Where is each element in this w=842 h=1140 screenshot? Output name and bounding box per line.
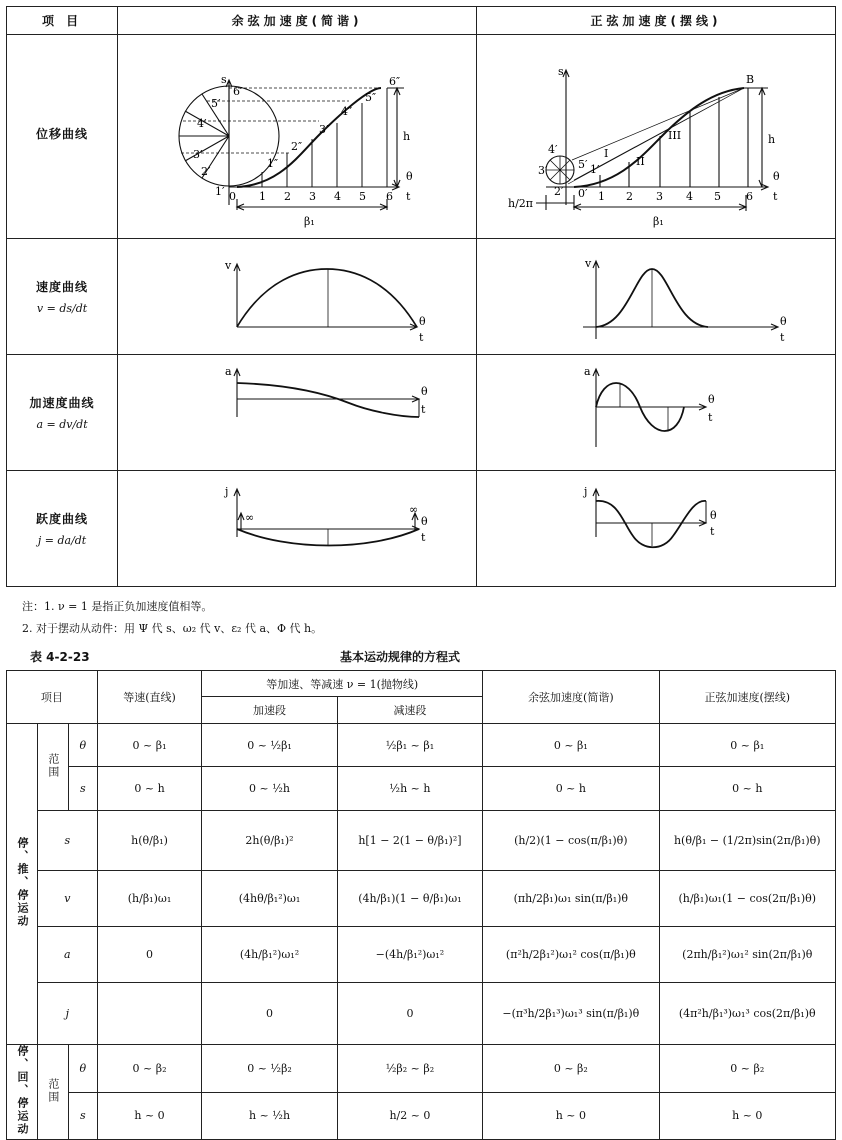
var-label: j <box>37 983 97 1045</box>
infinity-right: ∞ <box>409 503 419 516</box>
tick-5: 5 <box>359 190 367 203</box>
cell: (h/β₁)ω₁ <box>97 871 202 927</box>
group-rise: 停、推、停运动 <box>7 724 38 1045</box>
cell: 0 ~ β₁ <box>659 724 835 767</box>
tick-3: 3 <box>309 190 317 203</box>
axis-label-j: j <box>225 485 229 498</box>
cell: (4hθ/β₁²)ω₁ <box>202 871 337 927</box>
left-label-5: 5′ <box>211 97 221 110</box>
var-label: a <box>37 927 97 983</box>
tick-2: 2 <box>626 190 634 203</box>
left-label-0: 0′ <box>578 187 588 200</box>
cell: ½h ~ h <box>337 767 482 811</box>
cos-velocity-figure <box>118 239 477 355</box>
cos-jerk-figure <box>118 471 477 587</box>
sin-acceleration-figure <box>477 355 836 471</box>
cell: 2h(θ/β₁)² <box>202 811 337 871</box>
cell: h ~ 0 <box>97 1092 202 1140</box>
cell: 0 <box>202 983 337 1045</box>
cell: 0 <box>337 983 482 1045</box>
axis-label-t: t <box>708 411 713 424</box>
axis-label-s: s <box>221 73 227 86</box>
cos-displacement-figure <box>118 35 477 239</box>
roman-I: I <box>604 147 609 160</box>
tick-1: 1 <box>259 190 267 203</box>
axis-label-t: t <box>421 531 426 544</box>
tick-4: 4 <box>686 190 694 203</box>
cell: −(4h/β₁²)ω₁² <box>337 927 482 983</box>
axis-label-a: a <box>225 365 232 378</box>
sin-jerk-plot <box>478 471 834 583</box>
beta1-label: β₁ <box>304 215 315 228</box>
cell: (2πh/β₁²)ω₁² sin(2π/β₁)θ <box>659 927 835 983</box>
cell: 0 ~ β₁ <box>483 724 659 767</box>
curve-label-2: 2″ <box>291 140 303 153</box>
cell: 0 ~ h <box>483 767 659 811</box>
left-label-5: 5′ <box>578 158 588 171</box>
curve-label-5: 5″ <box>365 91 377 104</box>
cell: h ~ ½h <box>202 1092 337 1140</box>
infinity-left: ∞ <box>245 511 255 524</box>
cell: 0 ~ h <box>659 767 835 811</box>
row-label-displacement: 位移曲线 <box>7 35 118 239</box>
cell: (h/2)(1 − cos(π/β₁)θ) <box>483 811 659 871</box>
axis-label-t: t <box>406 190 411 203</box>
h-cos: 余弦加速度(简谐) <box>483 671 659 724</box>
axis-label-a: a <box>584 365 591 378</box>
note-2: 2. 对于摆动从动件：用 Ψ 代 s、ω₂ 代 v、ε₂ 代 a、Φ 代 h。 <box>22 622 323 635</box>
h-parabolic: 等加速、等减速 ν = 1(抛物线) <box>202 671 483 697</box>
cell: 0 ~ β₂ <box>97 1045 202 1093</box>
point-B: B <box>746 73 755 86</box>
axis-label-v: v <box>585 257 592 270</box>
curve-label-4: 4″ <box>341 105 353 118</box>
cell: 0 ~ h <box>97 767 202 811</box>
axis-label-j: j <box>584 485 588 498</box>
tick-4: 4 <box>334 190 342 203</box>
h-sin: 正弦加速度(摆线) <box>659 671 835 724</box>
cell: ½β₁ ~ β₁ <box>337 724 482 767</box>
row-v <box>7 871 836 927</box>
axis-label-theta: θ <box>710 509 717 522</box>
row-s-range-1 <box>7 767 836 811</box>
notes <box>22 596 322 640</box>
left-label-4: 4′ <box>197 117 207 130</box>
left-label-2: 2′ <box>554 185 564 198</box>
left-label-1: 1′ <box>215 185 225 198</box>
cell <box>97 983 202 1045</box>
var-label: v <box>37 871 97 927</box>
axis-label-t: t <box>710 525 715 538</box>
h-item: 项目 <box>7 671 98 724</box>
sin-jerk-figure <box>477 471 836 587</box>
group-return: 停、回、停运动 <box>7 1045 38 1140</box>
h-over-2pi-label: h/2π <box>508 197 534 210</box>
row-theta-1 <box>7 724 836 767</box>
left-label-6: 6′ <box>233 85 243 98</box>
tick-6: 6 <box>746 190 754 203</box>
note-1: 注：1. ν = 1 是指正负加速度值相等。 <box>22 600 213 613</box>
h-decel: 减速段 <box>337 697 482 724</box>
left-label-4: 4′ <box>548 143 558 156</box>
cell: h(θ/β₁) <box>97 811 202 871</box>
sin-displacement-figure <box>477 35 836 239</box>
equations-table <box>6 670 836 1140</box>
cos-acceleration-figure <box>118 355 477 471</box>
cell: 0 ~ β₁ <box>97 724 202 767</box>
h-label: h <box>403 130 411 143</box>
table-title: 基本运动规律的方程式 <box>340 650 461 664</box>
cell: (4h/β₁)(1 − θ/β₁)ω₁ <box>337 871 482 927</box>
h-uniform: 等速(直线) <box>97 671 202 724</box>
left-label-3: 3′ <box>193 148 203 161</box>
table-number: 表 4-2-23 <box>30 650 90 664</box>
cell: 0 ~ β₂ <box>659 1045 835 1093</box>
row-a <box>7 927 836 983</box>
cell: 0 <box>97 927 202 983</box>
header-item: 项 目 <box>7 7 118 35</box>
axis-label-theta: θ <box>421 515 428 528</box>
h-accel: 加速段 <box>202 697 337 724</box>
range-label-2: 范围 <box>37 1045 68 1140</box>
var-label: s <box>37 811 97 871</box>
sin-velocity-plot <box>478 239 834 351</box>
var-label: s <box>68 1092 97 1140</box>
tick-1: 1 <box>598 190 606 203</box>
curve-label-6: 6″ <box>389 75 401 88</box>
axis-label-t: t <box>780 331 785 344</box>
cell: (h/β₁)ω₁(1 − cos(2π/β₁)θ) <box>659 871 835 927</box>
sin-displacement-plot <box>478 35 834 235</box>
axis-label-theta: θ <box>406 170 413 183</box>
cell: h ~ 0 <box>483 1092 659 1140</box>
row-theta-2 <box>7 1045 836 1093</box>
row-j <box>7 983 836 1045</box>
motion-curves-table <box>6 6 836 587</box>
axis-label-t: t <box>773 190 778 203</box>
header-cos: 余弦加速度(简谐) <box>118 7 477 35</box>
row-label-jerk: 跃度曲线 j = da/dt <box>7 471 118 587</box>
axis-label-theta: θ <box>421 385 428 398</box>
beta1-label: β₁ <box>653 215 664 228</box>
cos-displacement-plot <box>119 35 475 235</box>
tick-5: 5 <box>714 190 722 203</box>
cos-velocity-plot <box>119 239 475 351</box>
var-label: s <box>68 767 97 811</box>
cell: 0 ~ ½β₂ <box>202 1045 337 1093</box>
cell: ½β₂ ~ β₂ <box>337 1045 482 1093</box>
row-label-velocity: 速度曲线 v = ds/dt <box>7 239 118 355</box>
range-label: 范围 <box>37 724 68 811</box>
axis-label-v: v <box>225 259 232 272</box>
cell: −(π³h/2β₁³)ω₁³ sin(π/β₁)θ <box>483 983 659 1045</box>
roman-III: III <box>668 129 682 142</box>
header-sin: 正弦加速度(摆线) <box>477 7 836 35</box>
tick-2: 2 <box>284 190 292 203</box>
curve-label-1: 1″ <box>267 157 279 170</box>
sin-velocity-figure <box>477 239 836 355</box>
tick-0: 0 <box>229 190 237 203</box>
cell: h/2 ~ 0 <box>337 1092 482 1140</box>
cos-acceleration-plot <box>119 355 475 467</box>
left-label-3: 3′ <box>538 164 548 177</box>
cell: 0 ~ β₂ <box>483 1045 659 1093</box>
axis-label-theta: θ <box>708 393 715 406</box>
tick-3: 3 <box>656 190 664 203</box>
cell: (π²h/2β₁²)ω₁² cos(π/β₁)θ <box>483 927 659 983</box>
axis-label-theta: θ <box>780 315 787 328</box>
cell: (πh/2β₁)ω₁ sin(π/β₁)θ <box>483 871 659 927</box>
tick-6: 6 <box>386 190 394 203</box>
row-s <box>7 811 836 871</box>
left-label-2: 2′ <box>201 165 211 178</box>
row-label-acceleration: 加速度曲线 a = dv/dt <box>7 355 118 471</box>
sin-acceleration-plot <box>478 355 834 467</box>
axis-label-theta: θ <box>773 170 780 183</box>
axis-label-theta: θ <box>419 315 426 328</box>
cell: (4π²h/β₁³)ω₁³ cos(2π/β₁)θ <box>659 983 835 1045</box>
cell: h ~ 0 <box>659 1092 835 1140</box>
cell: 0 ~ ½h <box>202 767 337 811</box>
roman-II: II <box>636 155 645 168</box>
axis-label-t: t <box>421 403 426 416</box>
cell: (4h/β₁²)ω₁² <box>202 927 337 983</box>
cell: h[1 − 2(1 − θ/β₁)²] <box>337 811 482 871</box>
var-label: θ <box>68 724 97 767</box>
h-label: h <box>768 133 776 146</box>
row-s-range-2 <box>7 1092 836 1140</box>
axis-label-s: s <box>558 65 564 78</box>
curve-label-1: 1′ <box>590 163 600 176</box>
cell: h(θ/β₁ − (1/2π)sin(2π/β₁)θ) <box>659 811 835 871</box>
cell: 0 ~ ½β₁ <box>202 724 337 767</box>
axis-label-t: t <box>419 331 424 344</box>
curve-label-3: 3″ <box>319 123 331 136</box>
cos-jerk-plot <box>119 471 475 583</box>
var-label: θ <box>68 1045 97 1093</box>
